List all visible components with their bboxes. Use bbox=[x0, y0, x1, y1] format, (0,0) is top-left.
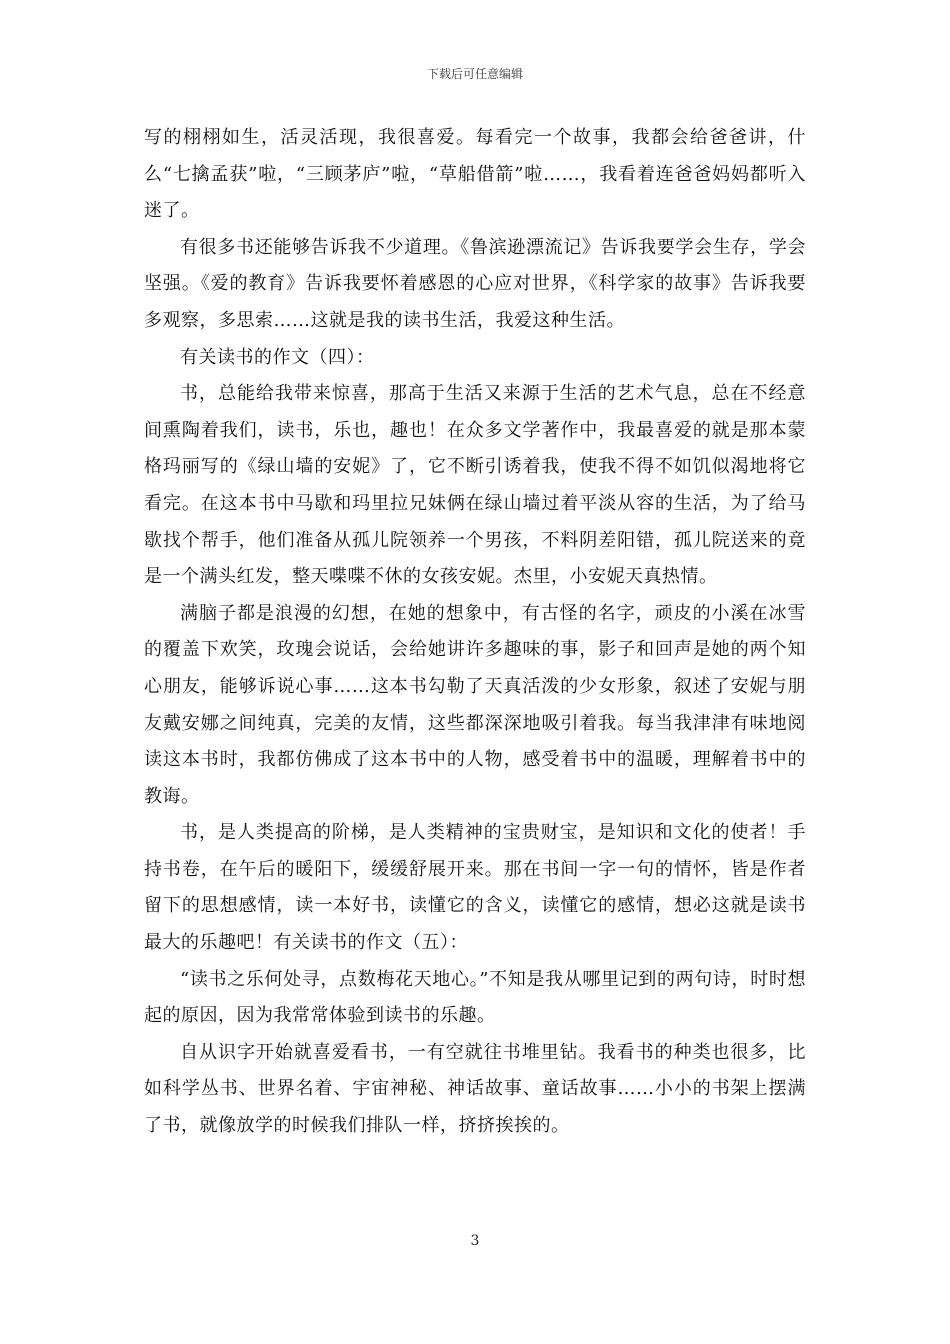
paragraph-4: 满脑子都是浪漫的幻想，在她的想象中，有古怪的名字，顽皮的小溪在冰雪的覆盖下欢笑，玫瑰会说话，会给她讲许多趣味的事，影子和回声是她的两个知心朋友，能够诉说心事……这本书勾勒了天真活泼的少女形象，叙述了安妮与朋友戴安娜之间纯真，完美的友情，这些都深深地吸引着我。每当我津津有味地阅读这本书时，我都仿佛成了这本书中的人物，感受着书中的温暖，理解着书中的教诲。 bbox=[144, 602, 806, 807]
paragraph-7: 自从识字开始就喜爱看书，一有空就往书堆里钻。我看书的种类也很多，比如科学丛书、世界名着、宇宙神秘、神话故事、童话故事……小小的书架上摆满了书，就像放学的时候我们排队一样，挤挤挨挨的。 bbox=[144, 1041, 806, 1137]
paragraph-6: “读书之乐何处寻，点数梅花天地心。”不知是我从哪里记到的两句诗，时时想起的原因，因为我常常体验到读书的乐趣。 bbox=[144, 968, 806, 1027]
paragraph-5: 书，是人类提高的阶梯，是人类精神的宝贵财宝，是知识和文化的使者！手持书卷，在午后的暖阳下，缓缓舒展开来。那在书间一字一句的情怀，皆是作者留下的思想感情，读一本好书，读懂它的含义，读懂它的感情，想必这就是读书最大的乐趣吧！有关读书的作文（五）： bbox=[144, 822, 806, 954]
page-number: 3 bbox=[470, 1233, 480, 1249]
paragraph-2: 有很多书还能够告诉我不少道理。《鲁滨逊漂流记》告诉我要学会生存，学会坚强。《爱的教育》告诉我要怀着感恩的心应对世界，《科学家的故事》告诉我要多观察，多思索……这就是我的读书生活，我爱这种生活。 bbox=[144, 236, 806, 331]
page-header: 下载后可任意编辑 bbox=[426, 67, 523, 81]
paragraph-3: 书，总能给我带来惊喜，那高于生活又来源于生活的艺术气息，总在不经意间熏陶着我们，读书，乐也，趣也！在众多文学著作中，我最喜爱的就是那本蒙格玛丽写的《绿山墙的安妮》了，它不断引诱着我，使我不得不如饥似渴地将它看完。在这本书中马歇和玛里拉兄妹俩在绿山墙过着平淡从容的生活，为了给马歇找个帮手，他们准备从孤儿院领养一个男孩，不料阴差阳错，孤儿院送来的竟是一个满头红发，整天喋喋不休的女孩安妮。杰里，小安妮天真热情。 bbox=[144, 383, 806, 588]
paragraph-1: 写的栩栩如生，活灵活现，我很喜爱。每看完一个故事，我都会给爸爸讲，什么“七擒孟获”啦，“三顾茅庐”啦，“草船借箭”啦……，我看着连爸爸妈妈都听入迷了。 bbox=[144, 127, 806, 222]
document-body bbox=[144, 120, 806, 1145]
section-heading-essay-4: 有关读书的作文（四）： bbox=[180, 346, 375, 368]
